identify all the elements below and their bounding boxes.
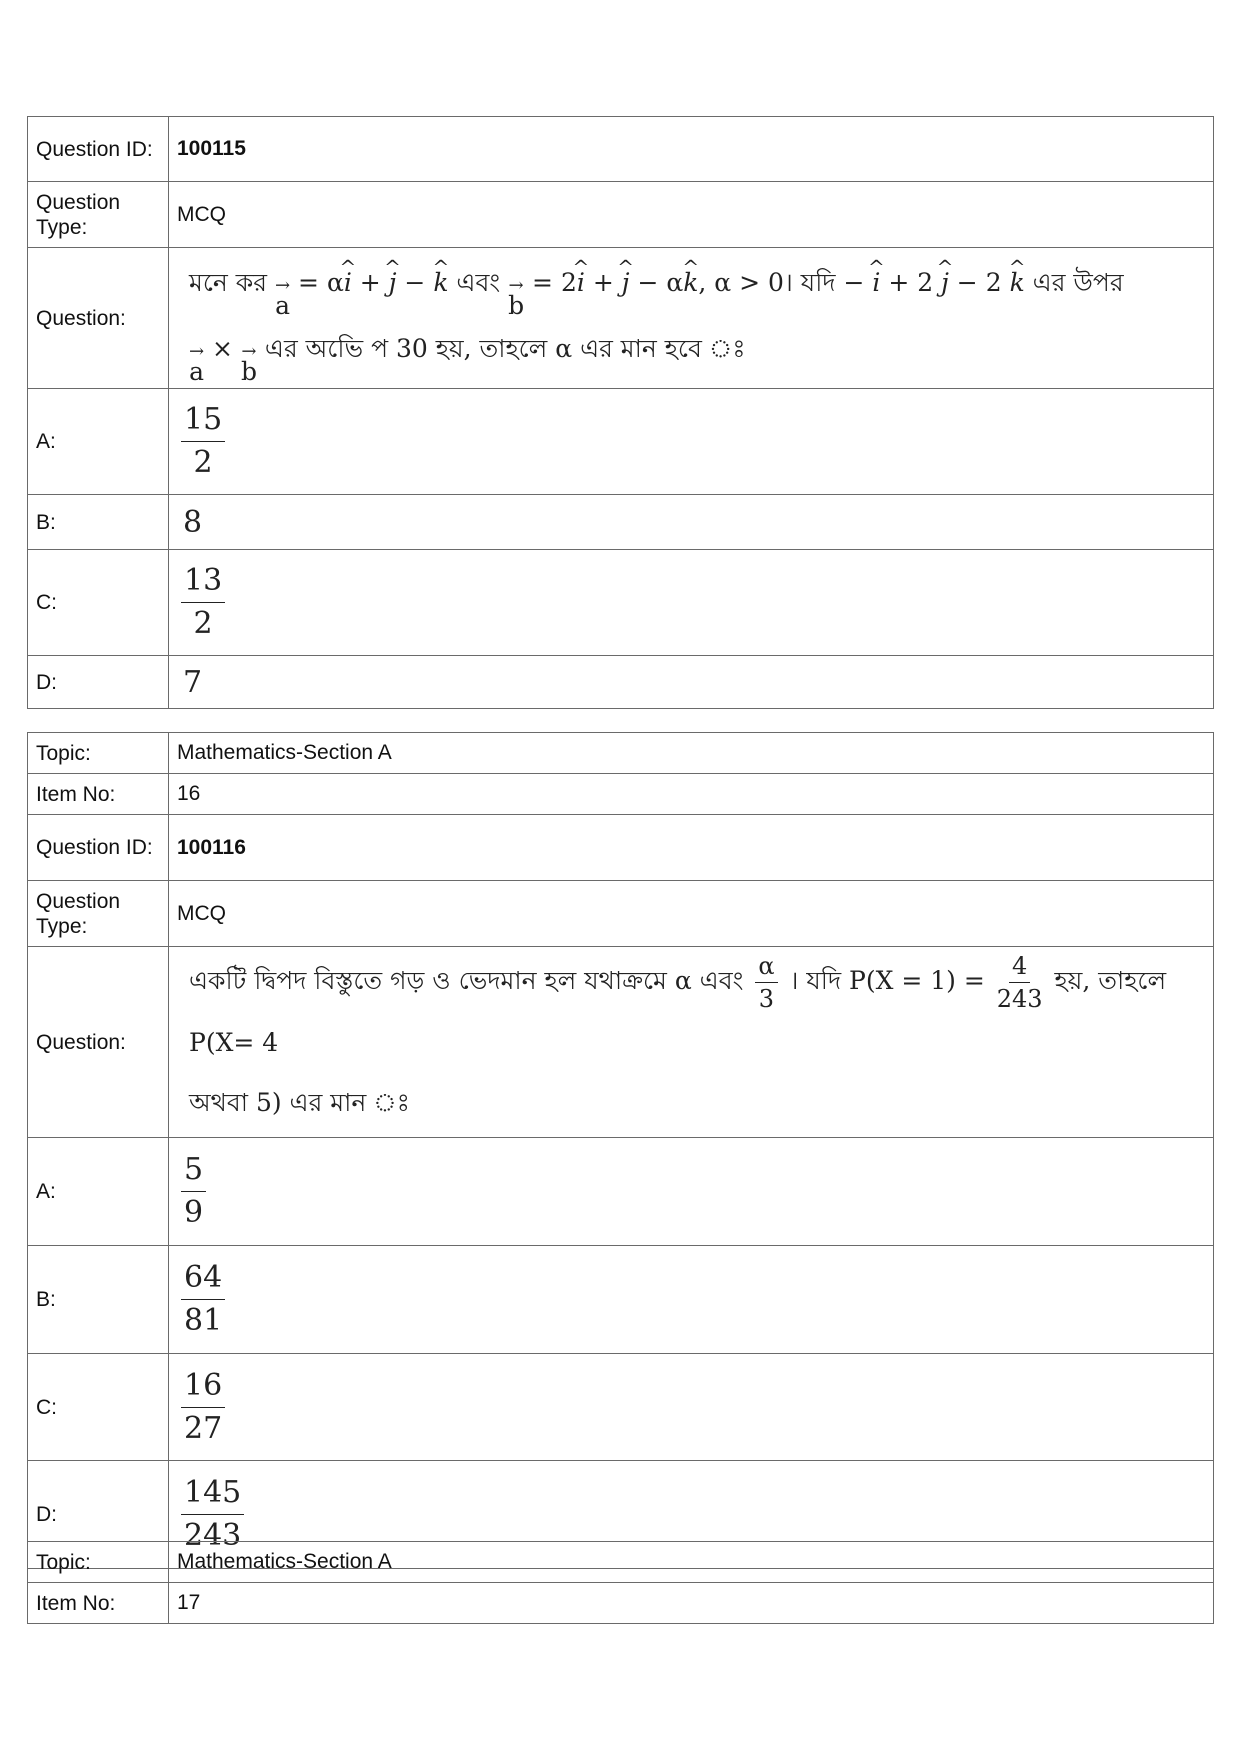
row-option-b <box>28 495 1214 550</box>
q-text-part: এর উপর <box>1032 268 1124 297</box>
question-id-label: Question ID: <box>28 117 169 182</box>
fraction <box>177 1151 210 1232</box>
item-no-label: Item No: <box>28 774 169 815</box>
fraction <box>177 1259 229 1340</box>
row-topic <box>28 1542 1214 1583</box>
question-type-label: Question Type: <box>28 881 169 947</box>
arrow-mark: → <box>508 275 524 296</box>
item-no-value: 17 <box>169 1583 1214 1624</box>
option-b-value <box>169 495 1214 550</box>
fraction-denominator: 9 <box>184 1195 204 1230</box>
row-option-a <box>28 1138 1214 1246</box>
option-a-value <box>169 389 1214 495</box>
option-c-label: C: <box>28 1354 169 1461</box>
q-text-part: । যদি P(X = 1) = <box>789 966 985 995</box>
q-text-part: একটি দ্বিপদ বিস্তুতে গড় ও ভেদমান হল যথাক্রমে α এবং <box>189 966 744 995</box>
q-text-part: + <box>592 268 614 297</box>
fraction-numerator: 15 <box>181 401 225 442</box>
row-item-no <box>28 1583 1214 1624</box>
q-text-part: × <box>212 334 233 363</box>
row-question <box>28 947 1214 1138</box>
question-label: Question: <box>28 248 169 389</box>
question-text <box>177 947 1213 1137</box>
question-type-value: MCQ <box>169 182 1214 248</box>
option-value-text: 8 <box>183 504 203 540</box>
row-option-c <box>28 550 1214 656</box>
q-text-part: মনে কর <box>189 268 268 297</box>
option-a-label: A: <box>28 1138 169 1246</box>
q-text-part: − 2 <box>956 268 1002 297</box>
question-body <box>169 947 1214 1138</box>
fraction-denominator: 243 <box>184 1518 242 1553</box>
fraction-numerator: 5 <box>181 1151 206 1192</box>
q-text-part: এবং <box>456 268 501 297</box>
topic-label: Topic: <box>28 733 169 774</box>
question-type-value: MCQ <box>169 881 1214 947</box>
unit-j: ^ j <box>622 252 630 314</box>
item-no-label: Item No: <box>28 1583 169 1624</box>
unit-i: ^ i <box>577 252 585 314</box>
unit-i: ^ i <box>872 252 880 314</box>
option-c-label: C: <box>28 550 169 656</box>
fraction-numerator: 16 <box>181 1367 225 1408</box>
option-a-value <box>169 1138 1214 1246</box>
option-b-value <box>169 1246 1214 1354</box>
vector-b <box>508 275 525 320</box>
unit-k: ^ k <box>683 252 698 314</box>
question-table-item-17 <box>27 1541 1214 1624</box>
row-option-d <box>28 656 1214 709</box>
fraction-alpha-over-3 <box>751 952 781 1013</box>
q-text-part: অথবা 5) এর মান ঃ <box>189 1088 410 1117</box>
question-label: Question: <box>28 947 169 1138</box>
arrow-mark: → <box>189 341 205 362</box>
vector-a <box>275 275 291 320</box>
row-question <box>28 248 1214 389</box>
q-text-part: = α <box>298 268 344 297</box>
option-a-label: A: <box>28 389 169 495</box>
vec-letter: a <box>275 291 290 320</box>
q-text-part: এর অভি‍ে প 30 হয়, তাহলে α এর মান হবে ঃ <box>264 334 746 363</box>
q-text-part: − <box>843 268 865 297</box>
question-body <box>169 248 1214 389</box>
option-d-value <box>169 656 1214 709</box>
topic-value: Mathematics-Section A <box>169 733 1214 774</box>
option-c-value <box>169 1354 1214 1461</box>
option-d-label: D: <box>28 1461 169 1569</box>
topic-value: Mathematics-Section A <box>169 1542 1214 1583</box>
fraction-numerator: α <box>755 952 777 983</box>
question-type-label: Question Type: <box>28 182 169 248</box>
fraction-denominator: 243 <box>996 985 1043 1013</box>
question-id-value: 100116 <box>169 815 1214 881</box>
row-option-c <box>28 1354 1214 1461</box>
fraction-numerator: 4 <box>1009 952 1030 983</box>
unit-i: ^ i <box>344 252 352 314</box>
question-text <box>177 248 1213 388</box>
row-topic <box>28 733 1214 774</box>
q-text-part: , α > 0। <box>698 268 793 297</box>
vec-letter: b <box>240 357 257 386</box>
question-table-100116 <box>27 732 1214 1569</box>
fraction <box>177 401 229 482</box>
fraction-denominator: 2 <box>193 445 213 480</box>
fraction <box>177 562 229 643</box>
fraction-numerator: 145 <box>181 1474 244 1515</box>
fraction-denominator: 27 <box>184 1410 223 1446</box>
row-question-id <box>28 815 1214 881</box>
q-text-part: + 2 <box>888 268 934 297</box>
fraction-numerator: 13 <box>181 562 225 603</box>
unit-j: ^ j <box>389 252 397 314</box>
vec-letter: b <box>508 291 525 320</box>
fraction-denominator: 81 <box>184 1303 223 1338</box>
option-value-text: 7 <box>183 664 203 700</box>
q-text-part: যদি <box>800 268 836 297</box>
fraction <box>177 1367 229 1448</box>
option-b-label: B: <box>28 1246 169 1354</box>
unit-k: ^ k <box>1010 252 1025 314</box>
vector-a <box>189 341 205 386</box>
q-text-part: + <box>359 268 381 297</box>
question-id-value: 100115 <box>169 117 1214 182</box>
q-text-part: − α <box>637 268 684 297</box>
option-b-label: B: <box>28 495 169 550</box>
question-id-label: Question ID: <box>28 815 169 881</box>
vector-b <box>240 341 257 386</box>
vec-letter: a <box>189 357 204 386</box>
row-question-id <box>28 117 1214 182</box>
fraction-numerator: 64 <box>181 1259 225 1300</box>
fraction-denominator: 2 <box>193 606 213 641</box>
topic-label: Topic: <box>28 1542 169 1583</box>
row-question-type <box>28 881 1214 947</box>
q-text-part: হয়, তাহলে P(X= 4 <box>189 966 1167 1057</box>
fraction-denominator: 3 <box>758 985 775 1013</box>
arrow-mark: → <box>275 275 291 296</box>
item-no-value: 16 <box>169 774 1214 815</box>
row-option-b <box>28 1246 1214 1354</box>
arrow-mark: → <box>241 341 257 362</box>
option-c-value <box>169 550 1214 656</box>
row-option-a <box>28 389 1214 495</box>
q-text-part: = 2 <box>532 268 577 297</box>
question-table-100115 <box>27 116 1214 709</box>
fraction-4-over-243 <box>993 952 1047 1013</box>
row-item-no <box>28 774 1214 815</box>
q-text-part: − <box>404 268 426 297</box>
unit-k: ^ k <box>433 252 448 314</box>
option-d-label: D: <box>28 656 169 709</box>
unit-j: ^ j <box>941 252 949 314</box>
